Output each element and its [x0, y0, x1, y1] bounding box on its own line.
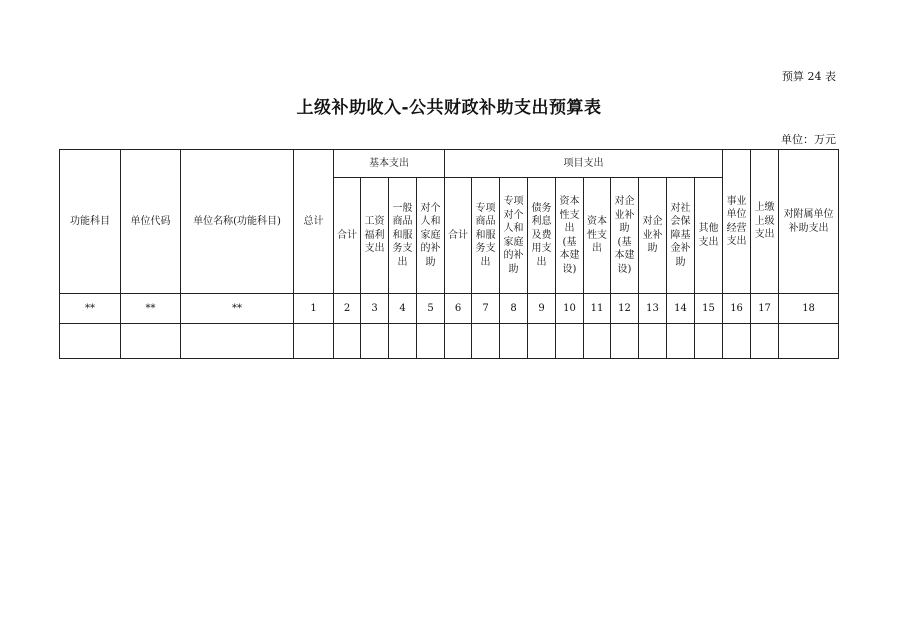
index-cell: 10	[556, 294, 584, 324]
data-cell[interactable]	[584, 324, 611, 359]
data-cell[interactable]	[445, 324, 472, 359]
header-basic-label: 合计	[337, 229, 357, 241]
header-project-label: 对社会保障基金补助	[670, 202, 691, 268]
data-cell[interactable]	[556, 324, 584, 359]
data-cell[interactable]	[389, 324, 417, 359]
header-project-col	[584, 178, 611, 294]
header-total: 总计	[294, 150, 334, 294]
header-project-col	[556, 178, 584, 294]
data-cell[interactable]	[639, 324, 667, 359]
header-project-col	[639, 178, 667, 294]
data-cell[interactable]	[472, 324, 500, 359]
header-basic-label: 工资福利支出	[364, 216, 385, 255]
header-project-col	[500, 178, 528, 294]
header-project-label: 对企业补助(基本建设)	[614, 196, 635, 275]
data-cell[interactable]	[667, 324, 695, 359]
page-title: 上级补助收入-公共财政补助支出预算表	[296, 98, 602, 118]
unit-label: 单位：万元	[781, 133, 836, 146]
index-cell: 5	[417, 294, 445, 324]
data-cell[interactable]	[528, 324, 556, 359]
index-cell: 11	[584, 294, 611, 324]
index-cell: 7	[472, 294, 500, 324]
header-unit-name: 单位名称(功能科目)	[181, 150, 294, 294]
header-project-label: 合计	[448, 229, 468, 241]
index-cell: 9	[528, 294, 556, 324]
index-row	[60, 294, 839, 324]
data-cell[interactable]	[294, 324, 334, 359]
index-cell: 8	[500, 294, 528, 324]
header-project-label: 对企业补助	[642, 216, 663, 255]
index-cell: 15	[695, 294, 723, 324]
header-project-label: 资本性支出(基本建设)	[559, 196, 580, 275]
header-function: 功能科目	[60, 150, 121, 294]
data-cell[interactable]	[723, 324, 751, 359]
index-cell: **	[181, 294, 294, 324]
index-cell: **	[121, 294, 181, 324]
header-project-label: 专项对个人和家庭的补助	[503, 196, 524, 275]
header-affiliate: 对附属单位补助支出	[779, 150, 839, 294]
header-unit-code: 单位代码	[121, 150, 181, 294]
header-project-label: 债务利息及费用支出	[531, 202, 552, 268]
header-group-project: 项目支出	[445, 150, 723, 178]
data-cell[interactable]	[60, 324, 121, 359]
index-cell: 2	[334, 294, 361, 324]
header-project-col	[445, 178, 472, 294]
header-upper	[751, 150, 779, 294]
header-basic-col	[389, 178, 417, 294]
header-basic-label: 一般商品和服务支出	[392, 202, 413, 268]
index-cell: 6	[445, 294, 472, 324]
index-cell: 4	[389, 294, 417, 324]
index-cell: **	[60, 294, 121, 324]
data-cell[interactable]	[361, 324, 389, 359]
data-cell[interactable]	[695, 324, 723, 359]
budget-table	[59, 149, 839, 359]
index-cell: 18	[779, 294, 839, 324]
header-project-label: 资本性支出	[587, 216, 607, 255]
data-cell[interactable]	[611, 324, 639, 359]
empty-data-row	[60, 324, 839, 359]
header-project-col	[472, 178, 500, 294]
index-cell: 13	[639, 294, 667, 324]
form-number: 预算 24 表	[782, 70, 836, 83]
header-basic-col	[417, 178, 445, 294]
header-project-label: 其他支出	[698, 223, 719, 248]
data-cell[interactable]	[500, 324, 528, 359]
data-cell[interactable]	[779, 324, 839, 359]
index-cell: 3	[361, 294, 389, 324]
header-business-label: 事业单位经营支出	[726, 195, 747, 247]
header-project-col	[667, 178, 695, 294]
header-upper-label: 上缴上级支出	[754, 202, 775, 241]
index-cell: 1	[294, 294, 334, 324]
header-basic-col	[361, 178, 389, 294]
index-cell: 16	[723, 294, 751, 324]
header-basic-label: 对个人和家庭的补助	[420, 202, 441, 268]
header-project-col	[695, 178, 723, 294]
header-project-col	[528, 178, 556, 294]
header-project-col	[611, 178, 639, 294]
data-cell[interactable]	[334, 324, 361, 359]
header-basic-col	[334, 178, 361, 294]
header-business	[723, 150, 751, 294]
header-project-label: 专项商品和服务支出	[475, 202, 496, 268]
data-cell[interactable]	[181, 324, 294, 359]
data-cell[interactable]	[751, 324, 779, 359]
data-cell[interactable]	[121, 324, 181, 359]
header-group-basic: 基本支出	[334, 150, 445, 178]
index-cell: 12	[611, 294, 639, 324]
index-cell: 14	[667, 294, 695, 324]
index-cell: 17	[751, 294, 779, 324]
data-cell[interactable]	[417, 324, 445, 359]
